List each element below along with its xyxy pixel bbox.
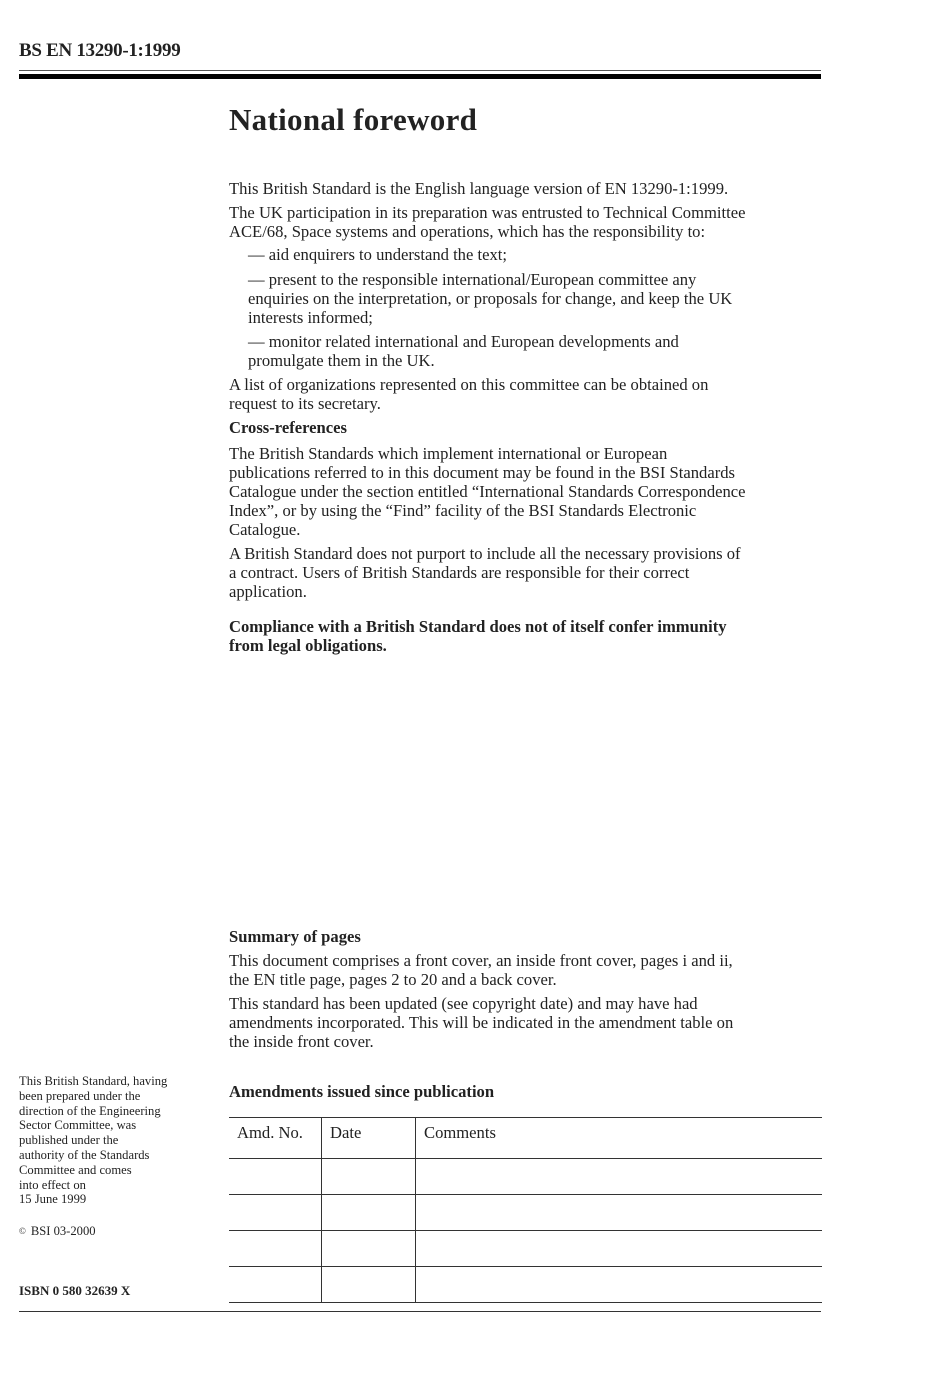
text-line: the EN title page, pages 2 to 20 and a back cover. <box>229 970 557 989</box>
copyright-symbol: © <box>19 1226 26 1236</box>
page-title: National foreword <box>229 102 478 137</box>
table-cell <box>416 1159 823 1195</box>
table-cell <box>322 1159 416 1195</box>
text-line: application. <box>229 582 307 601</box>
table-header-row <box>229 1118 822 1159</box>
table-cell <box>229 1267 322 1303</box>
paragraph-language <box>229 179 829 198</box>
text-line: interests informed; <box>248 308 373 327</box>
table-row <box>229 1231 822 1267</box>
paragraph-organizations <box>229 375 829 413</box>
table-cell <box>416 1231 823 1267</box>
text-line: — aid enquirers to understand the text; <box>248 245 507 264</box>
table-cell <box>322 1231 416 1267</box>
text-line: Index”, or by using the “Find” facility of the BSI Standards Electronic <box>229 501 697 520</box>
text-line: Sector Committee, was <box>19 1118 137 1133</box>
summary-paragraph-updated <box>229 994 829 1051</box>
list-item-monitor <box>229 332 848 370</box>
text-line: from legal obligations. <box>229 636 387 655</box>
text-line: amendments incorporated. This will be indicated in the amendment table on <box>229 1013 734 1032</box>
table-cell <box>416 1267 823 1303</box>
paragraph-crossref <box>229 444 829 539</box>
text-line: direction of the Engineering <box>19 1103 161 1118</box>
table-cell <box>322 1267 416 1303</box>
compliance-statement <box>229 617 829 655</box>
text-line: A British Standard does not purport to include all the necessary provisions of <box>229 544 741 563</box>
text-line: the inside front cover. <box>229 1032 374 1051</box>
table-cell <box>229 1195 322 1231</box>
text-line: — monitor related international and European developments and <box>248 332 679 351</box>
column-header-amd-no: Amd. No. <box>229 1118 322 1159</box>
text-line: This document comprises a front cover, an inside front cover, pages i and ii, <box>229 951 733 970</box>
text-line: This British Standard is the English language version of EN 13290-1:1999. <box>229 179 729 198</box>
text-line: Compliance with a British Standard does not of itself confer immunity <box>229 617 727 636</box>
text-line: been prepared under the <box>19 1088 141 1103</box>
amendments-heading: Amendments issued since publication <box>229 1082 495 1101</box>
text-line: The UK participation in its preparation was entrusted to Technical Committee <box>229 203 746 222</box>
text-line: into effect on <box>19 1177 86 1192</box>
paragraph-committee <box>229 203 829 241</box>
summary-paragraph-pages <box>229 951 829 989</box>
text-line: Committee and comes <box>19 1162 132 1177</box>
paragraph-provisions <box>229 544 829 601</box>
table-row <box>229 1159 822 1195</box>
table-cell <box>229 1159 322 1195</box>
list-item-aid <box>229 245 848 264</box>
text-line: enquiries on the interpretation, or proposals for change, and keep the UK <box>248 289 733 308</box>
list-item-present <box>229 270 848 327</box>
copyright-text: BSI 03-2000 <box>30 1224 96 1238</box>
text-line: This British Standard, having <box>19 1074 168 1088</box>
text-line: 15 June 1999 <box>19 1192 87 1207</box>
isbn: ISBN 0 580 32639 X <box>19 1283 131 1298</box>
text-line: This standard has been updated (see copyright date) and may have had <box>229 994 698 1013</box>
text-line: ACE/68, Space systems and operations, which has the responsibility to: <box>229 222 706 241</box>
header-divider-thin <box>19 70 821 71</box>
publication-statement <box>19 1074 209 1207</box>
text-line: The British Standards which implement international or European <box>229 444 668 463</box>
table-cell <box>416 1195 823 1231</box>
text-line: request to its secretary. <box>229 394 381 413</box>
copyright-notice <box>19 1224 209 1239</box>
table-row <box>229 1267 822 1303</box>
text-line: Catalogue under the section entitled “International Standards Correspondence <box>229 482 746 501</box>
text-line: promulgate them in the UK. <box>248 351 435 370</box>
table-row <box>229 1195 822 1231</box>
header-divider-thick <box>19 74 821 79</box>
text-line: authority of the Standards <box>19 1147 150 1162</box>
table-cell <box>322 1195 416 1231</box>
column-header-date: Date <box>322 1118 416 1159</box>
crossref-heading: Cross-references <box>229 418 347 437</box>
document-id: BS EN 13290-1:1999 <box>19 40 181 61</box>
text-line: publications referred to in this document may be found in the BSI Standards <box>229 463 736 482</box>
text-line: A list of organizations represented on this committee can be obtained on <box>229 375 709 394</box>
text-line: — present to the responsible international/European committee any <box>248 270 697 289</box>
column-header-comments: Comments <box>416 1118 823 1159</box>
text-line: a contract. Users of British Standards are responsible for their correct <box>229 563 690 582</box>
summary-heading: Summary of pages <box>229 927 361 946</box>
footer-divider <box>19 1311 821 1312</box>
text-line: Catalogue. <box>229 520 301 539</box>
amendments-table <box>229 1117 822 1303</box>
text-line: published under the <box>19 1133 119 1148</box>
table-cell <box>229 1231 322 1267</box>
